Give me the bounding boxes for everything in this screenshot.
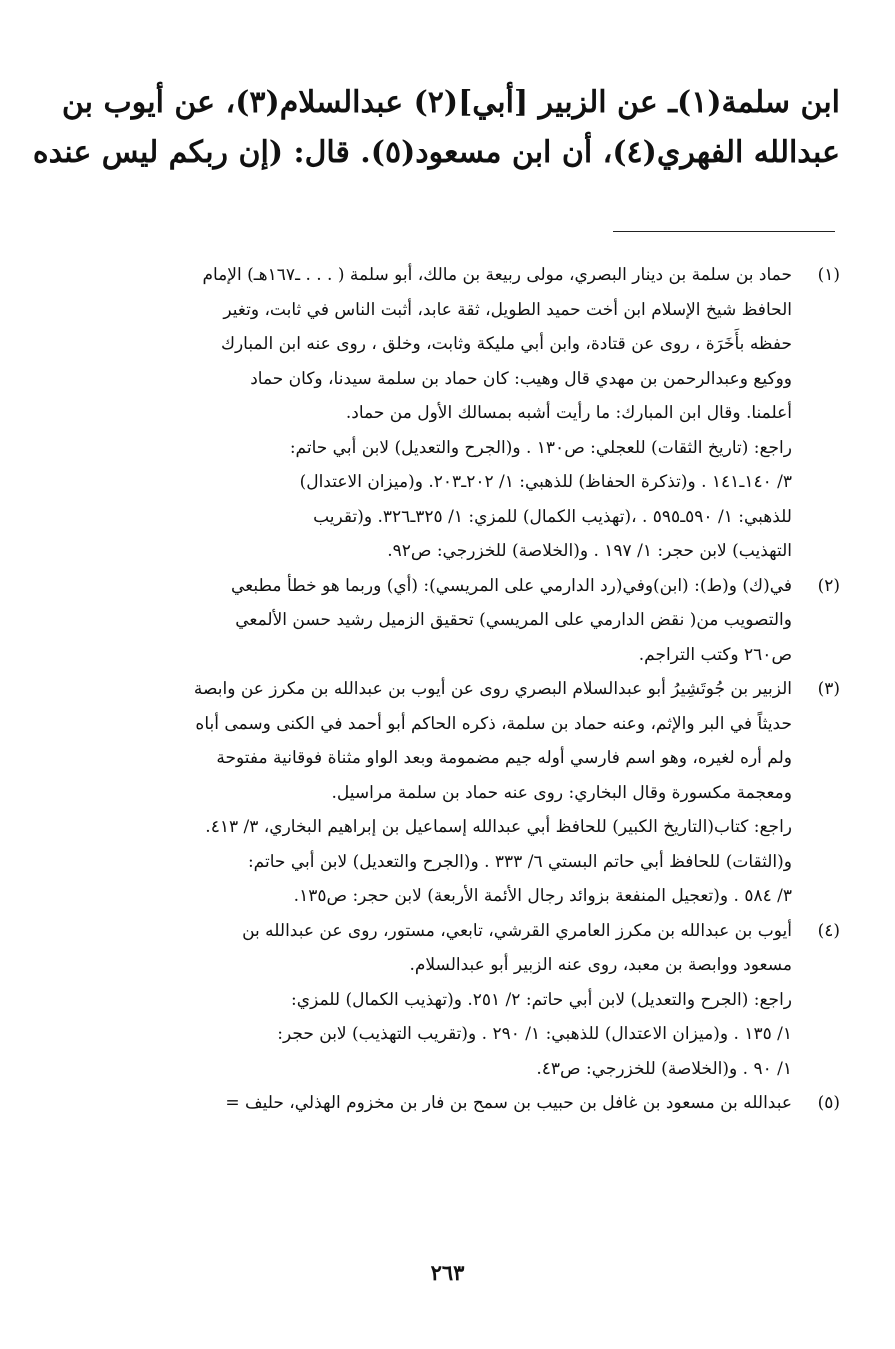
footnote-line: أعلمنا. وقال ابن المبارك: ما رأيت أشبه بمسالك الأول من حماد.: [345, 403, 792, 423]
footnote-line: ١/ ١٣٥ . و(ميزان الاعتدال) للذهبي: ١/ ٢٩٠ . و(تقريب التهذيب) لابن حجر:: [277, 1024, 792, 1044]
footnote-separator: [613, 231, 835, 232]
footnote: [55, 258, 840, 569]
footnote-line: ومعجمة مكسورة وقال البخاري: روى عنه حماد بن سلمة مراسيل.: [331, 782, 792, 803]
footnote-line: عبدالله بن مسعود بن غافل بن حبيب بن سمح بن فار بن مخزوم الهذلي، حليف =: [225, 1093, 792, 1113]
footnote-body: [55, 258, 792, 569]
footnote-line: مسعود ووابصة بن معبد، روى عنه الزبير أبو عبدالسلام.: [409, 955, 792, 975]
main-text-line: عبدالله الفهري(٤)، أن ابن مسعود(٥). قال: (إن ربكم ليس عنده: [32, 135, 840, 170]
footnote-line: حفظه بأَخَرَة ، روى عن قتادة، وابن أبي مليكة وثابت، وخلق ، روى عنه ابن المبارك: [220, 334, 792, 354]
footnote-line: أيوب بن عبدالله بن مكرز العامري القرشي، تابعي، مستور، روى عن عبدالله بن: [242, 920, 792, 941]
footnote-body: [55, 1086, 792, 1121]
footnote-line: في(ك) و(ط): (ابن)وفي(رد الدارمي على المريسي): (أي) وربما هو خطأ مطبعي: [230, 575, 792, 596]
footnote-line: حماد بن سلمة بن دينار البصري، مولى ربيعة بن مالك، أبو سلمة ( . . . ـ١٦٧هـ) الإمام: [202, 265, 792, 285]
footnote-line: ٣/ ٥٨٤ . و(تعجيل المنفعة بزوائد رجال الأئمة الأربعة) لابن حجر: ص١٣٥.: [293, 886, 792, 906]
footnote-number: (٥): [817, 1093, 840, 1113]
footnote-body: [55, 672, 792, 914]
footnote-body: [55, 914, 792, 1087]
footnote-line: ص٢٦٠ وكتب التراجم.: [638, 644, 792, 665]
footnote-number: (٣): [817, 679, 840, 699]
footnote-line: للذهبي: ١/ ٥٩٠ـ٥٩٥ . ،(تهذيب الكمال) للمزي: ١/ ٣٢٥ـ٣٢٦. و(تقريب: [313, 506, 792, 527]
footnote-number: (١): [817, 265, 840, 285]
footnotes: [55, 258, 840, 1121]
main-text-line: ابن سلمة(١)ـ عن الزبير [أبي](٢) عبدالسلام(٣)، عن أيوب بن: [61, 85, 840, 120]
footnote-line: التهذيب) لابن حجر: ١/ ١٩٧ . و(الخلاصة) للخزرجي: ص٩٢.: [387, 541, 792, 561]
footnote-number: (٢): [817, 575, 840, 596]
footnote-line: راجع: (الجرح والتعديل) لابن أبي حاتم: ٢/ ٢٥١. و(تهذيب الكمال) للمزي:: [291, 989, 792, 1010]
footnote-body: [55, 569, 792, 673]
footnote: [55, 914, 840, 1087]
footnote-line: الزبير بن جُوتَشِيرُ أبو عبدالسلام البصري روى عن أيوب بن عبدالله بن مكرز عن وابصة: [193, 679, 792, 699]
footnote-line: ووكيع وعبدالرحمن بن مهدي قال وهيب: كان حماد بن سلمة سيدنا، وكان حماد: [250, 368, 792, 389]
footnote-line: حديثاً في البر والإثم، وعنه حماد بن سلمة، ذكره الحاكم أبو أحمد في الكنى وسمى أباه: [195, 713, 792, 734]
main-text: [32, 78, 840, 178]
footnote: [55, 1086, 840, 1121]
footnote-line: ١/ ٩٠ . و(الخلاصة) للخزرجي: ص٤٣.: [536, 1058, 792, 1079]
footnote: [55, 672, 840, 914]
footnote-line: و(الثقات) للحافظ أبي حاتم البستي ٦/ ٣٣٣ . و(الجرح والتعديل) لابن أبي حاتم:: [247, 851, 792, 872]
footnote-line: والتصويب من( نقض الدارمي على المريسي) تحقيق الزميل رشيد حسن الألمعي: [235, 610, 792, 630]
footnote-line: راجع: كتاب(التاريخ الكبير) للحافظ أبي عبدالله إسماعيل بن إبراهيم البخاري، ٣/ ٤١٣.: [205, 817, 792, 837]
footnote-line: ٣/ ١٤٠ـ١٤١ . و(تذكرة الحفاظ) للذهبي: ١/ ٢٠٢ـ٢٠٣. و(ميزان الاعتدال): [299, 472, 792, 492]
footnote: [55, 569, 840, 673]
footnote-line: الحافظ شيخ الإسلام ابن أخت حميد الطويل، ثقة عابد، أثبت الناس في ثابت، وتغير: [223, 299, 792, 320]
footnote-line: ولم أره لغيره، وهو اسم فارسي أوله جيم مضمومة وبعد الواو مثناة فوقانية مفتوحة: [216, 748, 792, 768]
footnote-line: راجع: (تاريخ الثقات) للعجلي: ص١٣٠ . و(الجرح والتعديل) لابن أبي حاتم:: [289, 437, 792, 458]
page-number: ٢٦٣: [430, 1260, 465, 1285]
footnote-number: (٤): [817, 920, 840, 941]
